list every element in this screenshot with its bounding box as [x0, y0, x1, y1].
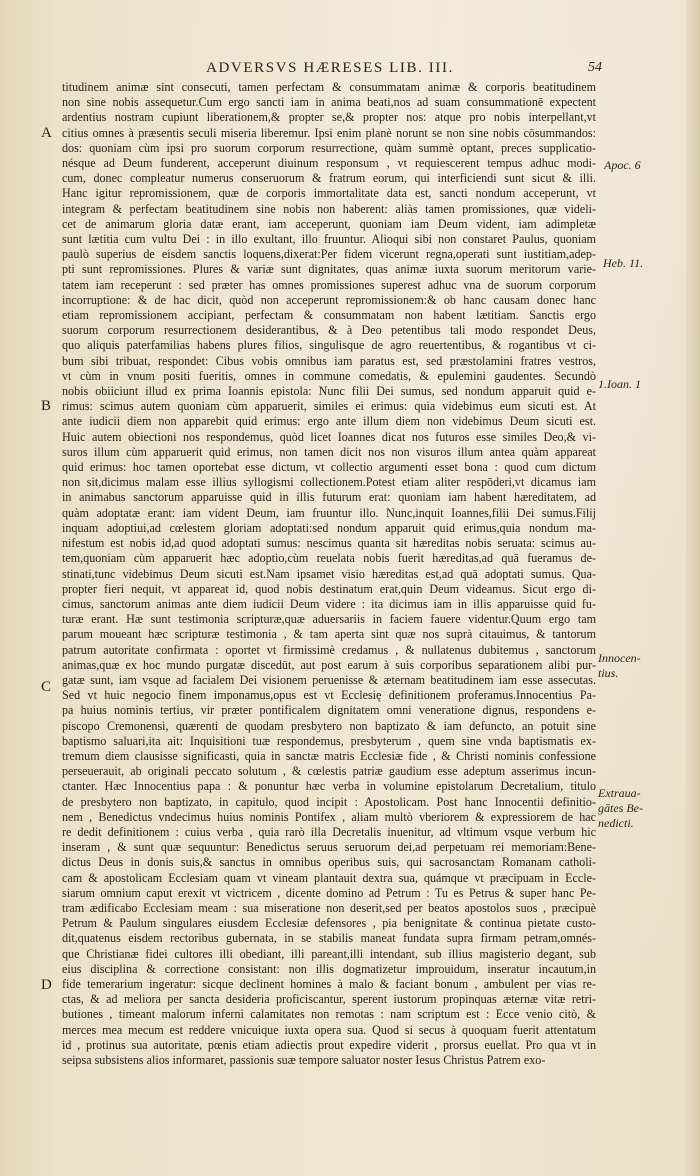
margin-note-extrauagantes-3: nedicti. — [598, 816, 634, 830]
text-line: ctanter. Hæc Innocentius papa : & ponuntur hæc verba in volumine epistolarum Decretalium, titulo — [62, 779, 596, 794]
running-header: ADVERSVS HÆRESES LIB. III. — [206, 60, 454, 76]
text-line: incorruptione: & de hac dicit, quòd non acceperunt repromissionem:& ob hanc causam donec hanc — [62, 292, 596, 307]
text-line: citius omnes à præsentis seculi miseria liberemur. Ipsi enim planè norunt se non sine nobis cōsummandos: — [62, 125, 596, 140]
text-line: cum, donec compleatur numerus conseruorum & fratrum eorum, qui interficiendi sunt sicut & illi. — [62, 171, 596, 186]
text-line: dictus Deus in donis suis,& sanctus in omnibus operibus suis, qui sacrosanctam Romanam catholi- — [62, 855, 596, 870]
text-line: re dedit definitionem : cuius verba , quia rarò illa Decretalis inuenitur, ad vltimum vsque verbum hic — [62, 824, 596, 839]
text-line: dos: quoniam cùm ipsi pro suorum corporum resurrectione, quàm summè optant, preces supplicatio- — [62, 140, 596, 155]
text-line: vt cùm in vnum positi fueritis, omnes in commune comedatis, & epulemini gaudentes. Secundò — [62, 368, 596, 383]
text-line: Hanc igitur repromissionem, quæ de corporis immortalitate data est, sancti nondum acceperunt, vt — [62, 186, 596, 201]
margin-note-innocentius-2: tius. — [598, 666, 619, 680]
text-line: pa huius nominis tertius, vir præter pontificalem dignitatem omni veneratione dignus, respondens e- — [62, 703, 596, 718]
text-line: piscopo Cremonensi, quærenti de quodam presbytero non baptizato & iam defuncto, an potuit sine — [62, 718, 596, 733]
text-line: gatæ sunt, iam vsque ad facialem Dei visionem peruenisse & æternam beatitudinem iam esse assecutas. — [62, 672, 596, 687]
text-line: Huic autem obiectioni nos respondemus, quòd licet Ioannes dicat nos futuros esse similes Deo,& vi- — [62, 429, 596, 444]
text-line: turæ erant. Hæ sunt testimonia scripturæ,quæ aduersariis in faciem fauere videntur.Quum ergo tam — [62, 612, 596, 627]
text-line: propter fieri nequit, vt appareat id, quod nobis destinatum erat,quin Deum videamus. Sicut ergo di- — [62, 581, 596, 596]
text-line: titudinem animæ sint consecuti, tamen perfectam & consummatam animæ & corporis beatitudinem — [62, 80, 596, 94]
text-line: tram ædificabo Ecclesiam meam : sua miseratione non deserit,sed per beatos apostolos suos , præcipuè — [62, 900, 596, 915]
text-line: integram & perfectam beatitudinem sine nobis non haberent: aliàs tamen promissiones, quæ videli- — [62, 201, 596, 216]
text-line: dit,quatenus eisdem rectoribus gubernata, in se stabilis maneat fundata supra firmam petram,omnés- — [62, 931, 596, 946]
text-line: merces mea mecum est reddere vnicuique iuxta opera sua. Quod si secus à quoquam fuerit attentatum — [62, 1022, 596, 1037]
text-line: nifestum est nobis id,ad quod adoptati sumus: nescimus quanta sit hæreditas nobis seruata: scimus au- — [62, 536, 596, 551]
text-line: Sed vt huic negocio finem imponamus,opus est vt Ecclesię definitionem proferamus.Innocentius Pa- — [62, 688, 596, 703]
text-line: Petrum & Paulum singulares eiusdem Ecclesiæ defensores , pia benignitate & continua pietate custo- — [62, 916, 596, 931]
text-line: ardentius nostram cupiunt liberationem,& propter se,& propter nos: atque pro nobis interpellant,vt — [62, 110, 596, 125]
text-line: suros illum cùm apparuerit quid erimus, non tamen dicit nos non visuros illum antea quàm appareat — [62, 444, 596, 459]
text-line: rimus: scimus autem quoniam cùm apparuerit, similes ei erimus: quia videbimus eum sicuti est. At — [62, 399, 596, 414]
text-line: tremum diem clausisse significasti, quia in sanctæ matris Ecclesiæ fide , & Christi nominis confessione — [62, 748, 596, 763]
text-line: baptismo saluari,ita ait: Inquisitioni tuæ respondemus, presbyterum , quem sine vnda baptismatis ex- — [62, 733, 596, 748]
text-line: inseram , & sunt quæ sequuntur: Benedictus seruus seruorum dei,ad perpetuam rei memoriam:Bene- — [62, 840, 596, 855]
text-line: cam & apostolicam Ecclesiam quam vt vineam plantauit dextra sua, quámque vt præcipuam in Eccle- — [62, 870, 596, 885]
section-marker-b: B — [41, 398, 52, 414]
body-text — [62, 80, 596, 1068]
text-line: eius disciplina & correctione consistant: non illis dogmatizetur improuidum, inseratur incautum,in — [62, 961, 596, 976]
text-line: de presbytero non baptizato, in capitulo, quod incipit : Apostolicam. Post hanc Innocentii definitio- — [62, 794, 596, 809]
text-line: butiones , timeant malorum inferni calamitates non remotas : nam scriptum est : Ecce venio citò, & — [62, 1007, 596, 1022]
margin-note-apoc: Apoc. 6 — [604, 158, 641, 172]
text-line: cet de animarum gloria datæ erant, iam acceperunt, quoniam iam Deum vident, iam adimpletæ — [62, 216, 596, 231]
page-number: 54 — [588, 60, 602, 75]
section-marker-d: D — [41, 977, 52, 993]
text-line: non sit,dicimus malam esse illius syllogismi collectionem.Potest etiam aliter respōderi,vt dicamus iam — [62, 475, 596, 490]
text-line: id , protinus sua autoritate, pœnis etiam adiectis prout expedire viderit , prorsus euellat. Pro qua vt in — [62, 1037, 596, 1052]
text-line: parum moueant hæc scripturæ testimonia , & tam aperta sint quæ nos suprà citauimus, & tantorum — [62, 627, 596, 642]
text-line: inquam adoptiui,ad cœlestem gloriam adoptati:sed nondum apparuit quid erimus,quia nondum ma- — [62, 520, 596, 535]
text-line: ctas, & ad meliora per sancta desideria proficiscantur, sperent iustorum propinquas æternæ vitæ retri- — [62, 992, 596, 1007]
margin-note-extrauagantes-2: gātes Be- — [598, 801, 643, 815]
text-line: bum sibi tribuat, respondet: Cibus vobis omnibus iam paratus est, sed præstolamini fratres vestros, — [62, 353, 596, 368]
page-edge — [686, 0, 700, 1176]
text-line: que Christianæ fidei cultores illi obediant, illi pareant,illi intendant, sub illius magisterio degant, sub — [62, 946, 596, 961]
text-line: fide temerarium ingeratur: sicque declinent homines à malo & faciant bonum , ambulent per vias re- — [62, 976, 596, 991]
text-line: perseuerauit, ab originali peccato solutum , & cœlestis patriæ gaudium esse adeptum asserimus incun- — [62, 764, 596, 779]
text-line: sunt lætitia cum vultu Dei : in illo exultant, illo fruuntur. Alioqui sibi non constaret Paulus, quoniam — [62, 232, 596, 247]
text-line: animas,quæ ex hoc mundo purgatæ discedūt, aut post earum à suis corporibus separationem alibi pur- — [62, 657, 596, 672]
text-line: nobis obiiciunt illud ex prima Ioannis epistola: Nunc filii Dei sumus, sed nondum apparuit quid e- — [62, 384, 596, 399]
text-line: etiam repromissionem accipiant, perfectam & consummatam non habent lætitiam. Sanctis ergo — [62, 308, 596, 323]
text-line: non sine nobis assequetur.Cum ergo sancti iam in anima beati,nos ad suam consummationē expectent — [62, 95, 596, 110]
text-line: seipsa subsistens alios informaret, passionis suæ tempore saluator noster Iesus Christus Patrem exo- — [62, 1053, 546, 1067]
text-line: tem,quoniam cùm apparuerit hæc adoptio,cùm reuelata nobis fuerit hæreditas,ad quā fueramus de- — [62, 551, 596, 566]
text-line: patrum autoritate confirmata : oportet vt firmissimè credamus , & nullatenus dubitemus , sanctorum — [62, 642, 596, 657]
text-line: suorum corporum resurrectionem desiderantibus, & à Deo petentibus tali modo respondet Deus, — [62, 323, 596, 338]
text-line: quid erimus: hoc tamen oportebat esse dictum, vt collectio argumenti esset bona : quod cum dictum — [62, 460, 596, 475]
text-line: nem , Benedictus vndecimus huius nominis Pontifex , aliam multò vberiorem & expressiorem de hac — [62, 809, 596, 824]
section-marker-a: A — [41, 125, 52, 141]
text-line: quàm adoptatæ erant: iam vident Deum, iam fruuntur illo. Nunc,inquit Ioannes,filii Dei sumus.Filij — [62, 505, 596, 520]
text-line: pti sunt repromissiones. Plures & variæ sunt dignitates, quas animæ iuxta suorum meritorum varie- — [62, 262, 596, 277]
margin-note-extrauagantes-1: Extraua- — [598, 786, 641, 800]
text-line: in animabus sanctorum apparuisse quid in illis futurum erat: quoniam iam habent hæreditatem, ad — [62, 490, 596, 505]
text-line: cimus, sanctorum animas ante diem iudicii Deum videre : ita dicimus iam in illis apparuisse quid fu- — [62, 596, 596, 611]
text-line: stinati,tunc videbimus Deum sicuti est.Nam ipsamet visio hæreditas est,ad quā adoptati sumus. Qua- — [62, 566, 596, 581]
margin-note-ioan: 1.Ioan. 1 — [598, 377, 641, 391]
text-line: paulò superius de eisdem sanctis loquens,dixerat:Per fidem vicerunt regna,operati sunt iustitiam,adep- — [62, 247, 596, 262]
text-line: tatem iam receperunt : sed præter has omnes promissiones superest adhuc vna de suorum corporum — [62, 277, 596, 292]
margin-note-innocentius-1: Innocen- — [598, 651, 641, 665]
text-line: nésque ad Deum funderent, acceperunt diuinum responsum , vt requiescerent tempus adhuc modi- — [62, 156, 596, 171]
text-line: siarum omnium caput erexit vt victricem , dicente domino ad Petrum : Tu es Petrus & super hanc Pe- — [62, 885, 596, 900]
section-marker-c: C — [41, 679, 52, 695]
margin-note-heb: Heb. 11. — [603, 256, 644, 270]
text-line: quo aliquis paterfamilias habens plures filios, singulisque de agro reuertentibus, & rogantibus vt ci- — [62, 338, 596, 353]
text-line: ante iudicii diem non apparebit quid erimus: ergo ante illum diem non videbimus Deum sicuti est. — [62, 414, 596, 429]
